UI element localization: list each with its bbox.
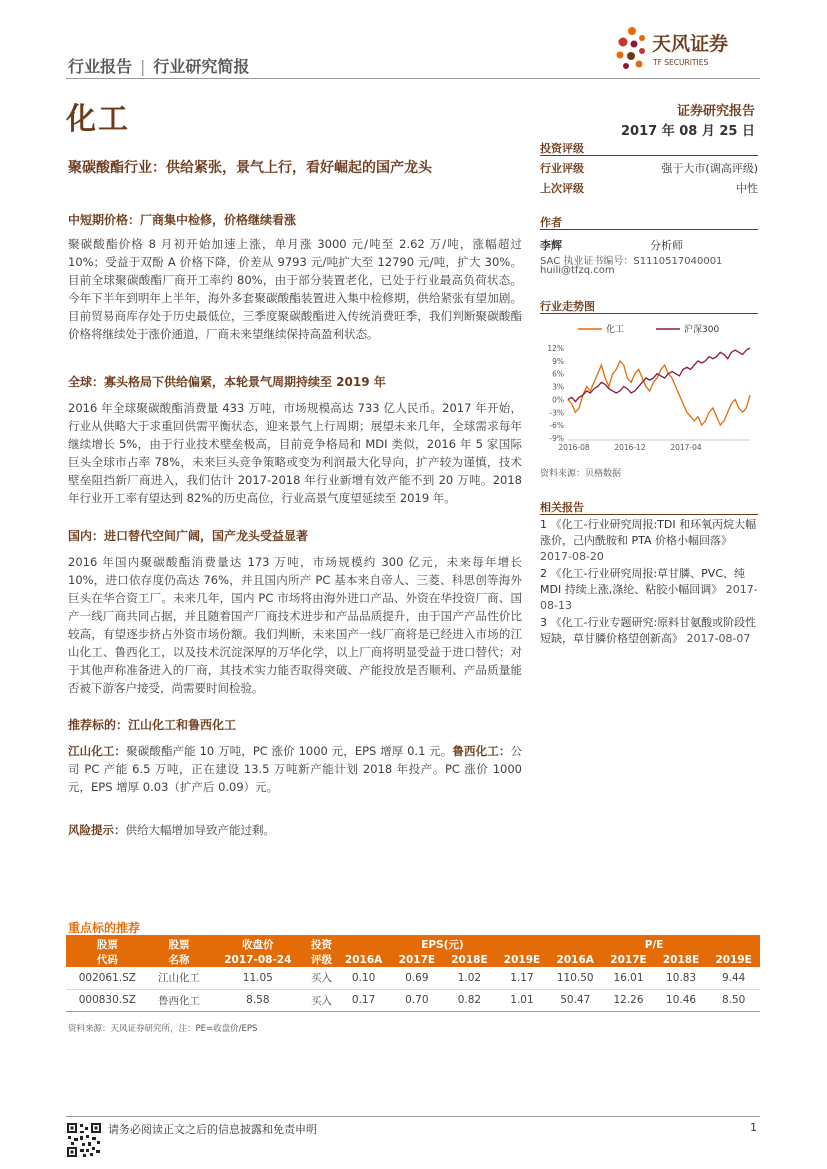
logo-mark-icon [617,27,646,69]
pick-lead-jiangshan: 江山化工： [68,744,127,758]
y-tick-label: 0% [552,395,564,405]
table-cell: 江山化工 [149,967,210,989]
legend-label: 化工 [606,325,625,335]
section-body-picks [68,742,522,796]
related-title: 相关报告 [540,501,584,514]
table-cell: 1.17 [496,967,549,989]
y-tick-label: 6% [552,369,564,379]
x-tick-label: 2017-04 [670,443,702,452]
rating-label: 上次评级 [540,182,584,195]
table-header-cell: 代码 [66,952,149,967]
table-header-cell: 2019E [496,952,549,967]
y-tick-label: 9% [552,356,564,366]
author-divider [540,229,758,230]
table-cell: 110.50 [548,967,602,989]
related-report-1[interactable] [540,517,760,565]
author-email[interactable]: huili@tfzq.com [540,265,615,276]
table-header-cell: 2019E [707,952,760,967]
table-header-cell: 2018E [655,952,708,967]
report-type: 行业报告 | 行业研究简报 [68,57,250,76]
table-header-cell: 股票 [66,937,149,952]
y-tick-label: -3% [549,408,564,418]
y-tick-label: 12% [547,344,564,353]
rating-divider [540,155,758,156]
x-tick-label: 2016-12 [614,443,646,452]
table-cell: 12.26 [602,989,655,1011]
pick-text-jiangshan: 聚碳酸酯产能 10 万吨，PC 涨价 1000 元，EPS 增厚 0.1 元。 [126,744,453,758]
table-cell: 8.58 [209,989,306,1011]
table-header-cell: 2016A [337,952,391,967]
recommendation-table [66,937,760,1012]
y-tick-label: 3% [552,382,564,392]
document-kind: 证券研究报告 [676,104,755,119]
table-cell: 11.05 [209,967,306,989]
table-header-cell: 收盘价 [209,937,306,952]
table-row [66,967,760,989]
table-header-cell: 2017-08-24 [209,952,306,967]
author-name: 李辉 [540,239,562,252]
chart-source: 资料来源：贝格数据 [540,469,622,479]
y-tick-label: -6% [549,421,564,431]
table-header-cell: EPS(元) [337,937,549,952]
report-headline: 聚碳酸酯行业：供给紧张，景气上行，看好崛起的国产龙头 [68,160,432,176]
table-cell: 8.50 [707,989,760,1011]
table-header-cell: P/E [548,937,760,952]
series-line-chemical [568,361,750,425]
table-header-cell: 评级 [306,952,336,967]
chart-legend [578,323,719,335]
table-cell: 50.47 [548,989,602,1011]
table-header-cell: 2016A [548,952,602,967]
related-report-text: 1 《化工-行业研究周报:TDI 和环氧丙烷大幅涨价，己内酰胺和 PTA 价格小幅回落》 [540,518,757,547]
table-header-row [66,952,760,967]
chart-lines [568,348,750,425]
section-title-short-term: 中短期价格：厂商集中检修，价格继续看涨 [68,213,297,227]
table-header-cell: 名称 [149,952,210,967]
author-role: 分析师 [650,239,683,252]
logo-en-text: TF SECURITIES [653,58,709,67]
table-cell: 买入 [306,989,336,1011]
document-date: 2017 年 08 月 25 日 [621,124,755,139]
y-tick-label: -9% [549,434,564,443]
table-note: 资料来源：天风证券研究所，注：PE=收盘价/EPS [68,1024,258,1034]
trend-divider [540,313,758,314]
related-report-text: 3 《化工-行业专题研究:原料甘氨酸或阶段性短缺，草甘膦价格望创新高》 [540,616,757,645]
risk-note [68,821,522,839]
rating-title: 投资评级 [540,142,584,155]
table-header-cell: 股票 [149,937,210,952]
related-report-2[interactable] [540,566,760,614]
table-header-cell: 2017E [391,952,444,967]
section-title-global: 全球：寡头格局下供给偏紧，本轮景气周期持续至 2019 年 [68,375,386,389]
section-title-domestic: 国内：进口替代空间广阔，国产龙头受益显著 [68,529,309,543]
table-cell: 9.44 [707,967,760,989]
rating-row-previous [540,180,758,196]
table-cell: 002061.SZ [66,967,149,989]
table-cell: 0.10 [337,967,391,989]
page-number: 1 [750,1121,757,1134]
table-cell: 0.82 [443,989,496,1011]
logo-cn-text: 天风证券 [652,33,729,55]
qr-code-icon [66,1122,102,1158]
footer-divider [66,1116,760,1117]
x-tick-label: 2016-08 [558,443,590,452]
legend-label: 沪深300 [684,325,720,335]
trend-title: 行业走势图 [540,300,595,313]
related-report-text: 2 《化工-行业研究周报:草甘膦、PVC、纯 MDI 持续上涨,涤纶、粘胶小幅回调》 [540,567,746,596]
related-report-date: 2017-08-07 [686,632,751,645]
table-cell: 10.83 [655,967,708,989]
industry-trend-chart [538,320,760,460]
related-report-date: 2017-08-13 [540,583,758,612]
section-body-domestic: 2016 年国内聚碳酸酯消费量达 173 万吨，市场规模约 300 亿元，未来每年增长 10%，进口依存度仍高达 76%，并且国内所产 PC 基本来自帝人、三菱、科思创等海外巨头在华合资工厂。未来几年，国内 PC 市场将由海外进口产品、外资在华投资厂商、国产一线厂商共同占据，并且随着国产厂商技术进步和产品品质提升，由于国产产品性价比较高，有望逐步挤占外资市场份额。我们判断，未来国产一线厂商将是已经进入市场的江山化工、鲁西化工，以及技术沉淀深厚的万华化学，以上厂商将明显受益于进口替代；对于其他声称准备进入的厂商，其技术实力能否取得突破、产能投放是否顺利、产品质量能否被下游客户接受，尚需要时间检验。 [68,555,522,695]
author-sac: SAC 执业证书编号：S1110517040001 [540,256,723,267]
rating-label: 行业评级 [540,162,584,175]
section-title-picks: 推荐标的：江山化工和鲁西化工 [68,718,237,732]
table-cell: 1.02 [443,967,496,989]
section-body-short-term: 聚碳酸酯价格 8 月初开始加速上涨，单月涨 3000 元/吨至 2.62 万/吨，涨幅超过 10%；受益于双酚 A 价格下降，价差从 9793 元/吨扩大至 12790 元/吨，扩大 30%。目前全球聚碳酸酯厂商开工率约 80%，由于部分装置老化，已处于行业最高负荷状态。今年下半年到明年上半年，海外多套聚碳酸酯装置进入集中检修期，供给紧张有望加剧。目前贸易商库存处于历史最低位，三季度聚碳酸酯进入传统消费旺季，我们判断聚碳酸酯价格将继续处于涨价通道，厂商未来望继续保持高盈利状态。 [68,237,522,341]
table-cell: 0.17 [337,989,391,1011]
pick-lead-luxi: 鲁西化工： [452,744,511,758]
related-report-date: 2017-08-20 [540,550,604,563]
report-type-label: 行业报告 [68,57,133,76]
footer-disclaimer: 请务必阅读正文之后的信息披露和免责申明 [108,1123,317,1136]
author-title: 作者 [540,216,562,229]
related-report-3[interactable] [540,615,760,647]
rating-value: 强于大市(调高评级) [661,162,758,175]
table-cell: 000830.SZ [66,989,149,1011]
table-cell: 1.01 [496,989,549,1011]
series-line-hs300 [568,348,750,402]
rating-row-industry [540,160,758,176]
table-title: 重点标的推荐 [68,921,141,935]
table-header-cell: 投资 [306,937,336,952]
table-cell: 0.70 [391,989,444,1011]
header-divider [66,78,760,79]
pick-text-luxi: 公司 PC 产能 6.5 万吨，正在建设 13.5 万吨新产能计划 2018 年投产。PC 涨价 1000元，EPS 增厚 0.03（扩产后 0.09）元。 [68,744,523,794]
rating-value: 中性 [736,182,758,195]
table-header-cell: 2018E [443,952,496,967]
table-cell: 16.01 [602,967,655,989]
risk-label: 风险提示： [68,823,126,837]
risk-text: 供给大幅增加导致产能过剩。 [125,823,275,837]
section-body-global: 2016 年全球聚碳酸酯消费量 433 万吨，市场规模高达 733 亿人民币。2017 年开始，行业从供略大于求重回供需平衡状态，迎来景气上行周期；展望未来几年，全球需求每年继续增长 5%，由于行业技术壁垒极高，目前竞争格局和 MDI 类似，2016 年 5 家国际巨头全球市占率 78%，未来巨头竞争策略或变为利润最大化导向，扩产较为谨慎，技术壁垒阻挡新厂商进入，我们估计 2017-2018 年行业新增有效产能不到 20 万吨。2018 年行业开工率有望达到 82%的历史高位，行业高景气度望延续至 2019 年。 [68,401,522,505]
table-header-cell: 2017E [602,952,655,967]
table-row [66,989,760,1011]
table-cell: 0.69 [391,967,444,989]
report-subtype-label: 行业研究简报 [153,57,250,76]
company-logo [612,20,762,76]
table-cell: 鲁西化工 [149,989,210,1011]
related-divider [540,514,758,515]
table-header-row [66,937,760,952]
sector-title: 化工 [66,102,130,137]
table-cell: 10.46 [655,989,708,1011]
table-cell: 买入 [306,967,336,989]
